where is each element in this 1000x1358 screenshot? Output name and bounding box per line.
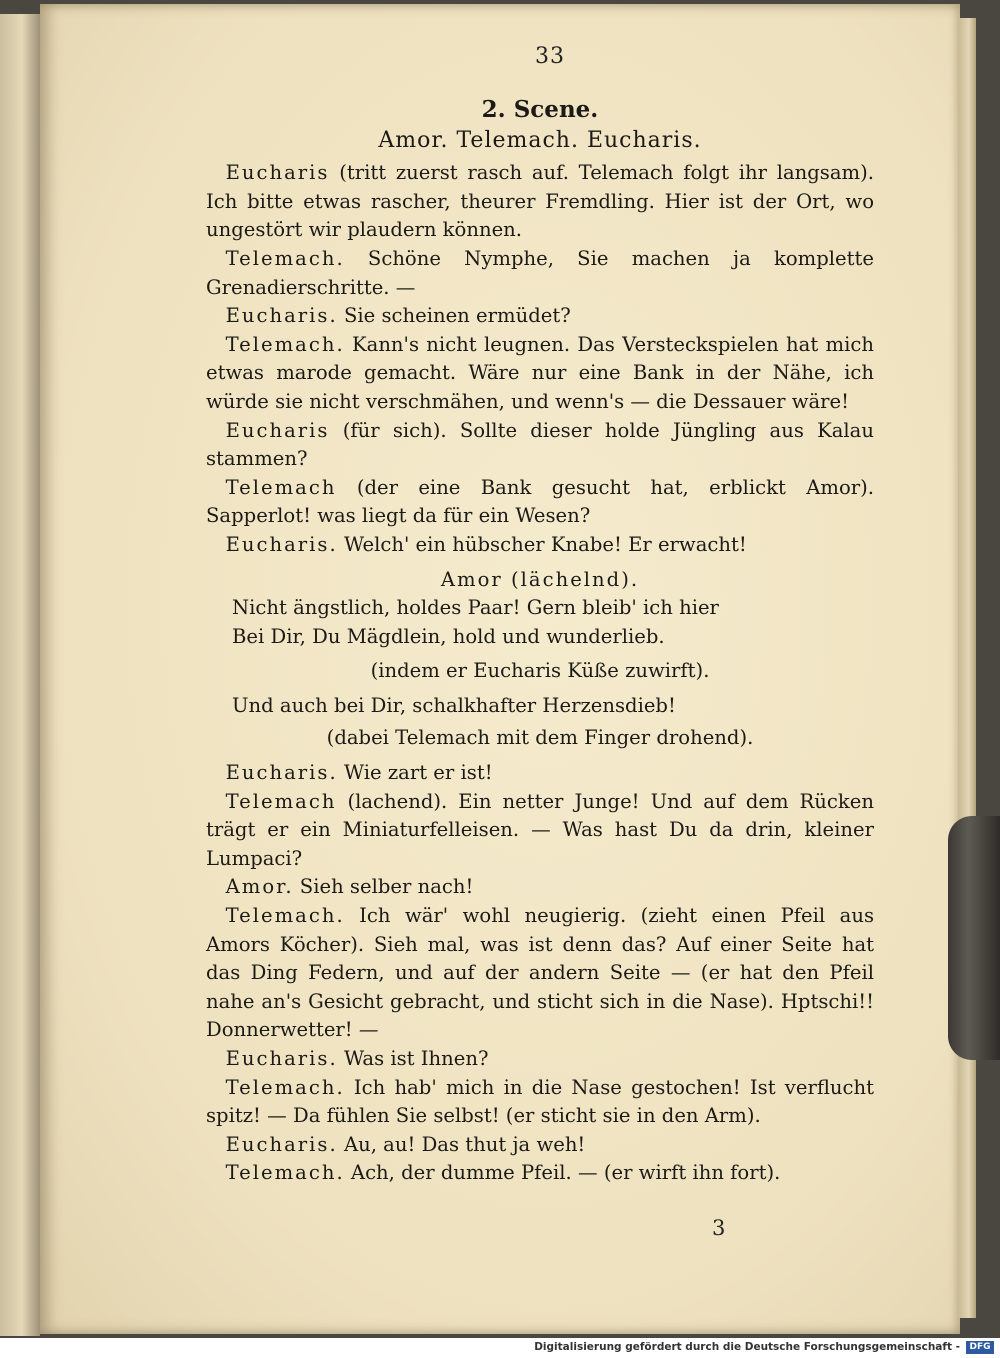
line-text: Ach, der dumme Pfeil. — (er wirft ihn fort). [344,1161,781,1185]
line-text: (lachend). Ein netter Junge! Und auf dem Rücken trägt er ein Miniaturfelleisen. — Was hast Du da drin, kleiner Lumpaci? [206,789,874,870]
speaker: Telemach. [225,332,345,356]
footer-credit: Digitalisierung gefördert durch die Deutsche Forschungsgemeinschaft - [534,1341,960,1353]
line-text: Sieh selber nach! [293,875,474,899]
line-text: (tritt zuerst rasch auf. Telemach folgt ihr langsam). Ich bitte etwas rascher, theurer Fremdling. Hier ist der Ort, wo ungestört wir plaudern können. [206,161,874,242]
speaker: Eucharis. [225,1132,338,1156]
speaker: Telemach [225,789,337,813]
speaker: Telemach. [225,246,345,270]
dialogue-line [206,1074,874,1131]
dfg-logo-icon: DFG [966,1341,994,1354]
line-text: Ich hab' mich in die Nase gestochen! Ist verflucht spitz! — Da fühlen Sie selbst! (er sticht sie in den Arm). [206,1075,874,1128]
dialogue-line [206,245,874,302]
speaker: Eucharis. [225,1047,338,1070]
dialogue-line [206,417,874,474]
dialogue-line [206,474,874,531]
dialogue-line [206,873,874,902]
line-text: Welch' ein hübscher Knabe! Er erwacht! [337,532,747,556]
speaker: Eucharis [225,161,330,185]
verse-line: Nicht ängstlich, holdes Paar! Gern bleib' ich hier [232,596,719,620]
scene-title: 2. Scene. [481,96,599,123]
speaker: Telemach [225,475,337,499]
line-text: Wie zart er ist! [337,761,493,785]
scene-cast: Amor. Telemach. Eucharis. [378,127,702,153]
line-text: Schöne Nymphe, Sie machen ja komplette Grenadierschritte. — [206,246,874,299]
speaker: Eucharis [225,418,330,442]
dialogue-line [206,531,874,560]
dialogue-line [206,759,874,788]
page-number: 33 [535,44,565,69]
dialogue-line [206,788,874,874]
dialogue-line [206,1159,874,1188]
dialogue-line [206,1131,874,1160]
line-text: (für sich). Sollte dieser holde Jüngling aus Kalau stammen? [206,418,874,471]
line-text: Kann's nicht leugnen. Das Versteckspielen hat mich etwas marode gemacht. Wäre nur eine Bank in der Nähe, ich würde sie nicht verschmähen, und wenn's — die Dessauer wäre! [206,332,874,413]
speaker: Amor. [225,875,294,899]
speaker: Eucharis. [225,304,338,328]
speaker: Eucharis. [225,532,338,556]
page-stack-edge [958,18,976,1318]
signature-mark: 3 [712,1216,726,1240]
verse-line: Und auch bei Dir, schalkhafter Herzensdieb! [232,693,676,717]
dialogue-line [206,331,874,417]
dialogue-line [206,1045,874,1074]
stage-direction: (dabei Telemach mit dem Finger drohend). [326,726,754,750]
dialogue-line [206,159,874,245]
footer-bar [0,1338,1000,1358]
page-clip-tab [948,816,1000,1060]
line-text: Ich wär' wohl neugierig. (zieht einen Pfeil aus Amors Köcher). Sieh mal, was ist denn das? Auf einer Seite hat das Ding Federn, und auf der andern Seite — (er hat den Pfeil nahe an's Gesicht gebracht, und sticht sich in die Nase). Hptschi!! Donnerwetter! — [206,904,874,1042]
line-text: Au, au! Das thut ja weh! [337,1132,586,1156]
dialogue-line [206,302,874,331]
line-text: Was ist Ihnen? [337,1047,489,1070]
amor-heading: Amor (lächelnd). [440,567,640,591]
speaker: Telemach. [225,1161,345,1185]
speaker: Eucharis. [225,761,338,785]
verse-line: Bei Dir, Du Mägdlein, hold und wunderlieb. [232,624,665,648]
speaker: Telemach. [225,1075,345,1099]
previous-page-edge [0,14,40,1336]
page-text [206,96,874,1188]
line-text: Sie scheinen ermüdet? [337,304,571,328]
dialogue-line [206,902,874,1045]
stage-direction: (indem er Eucharis Küße zuwirft). [370,659,710,683]
speaker: Telemach. [225,904,345,928]
line-text: (der eine Bank gesucht hat, erblickt Amor). Sapperlot! was liegt da für ein Wesen? [206,475,874,528]
